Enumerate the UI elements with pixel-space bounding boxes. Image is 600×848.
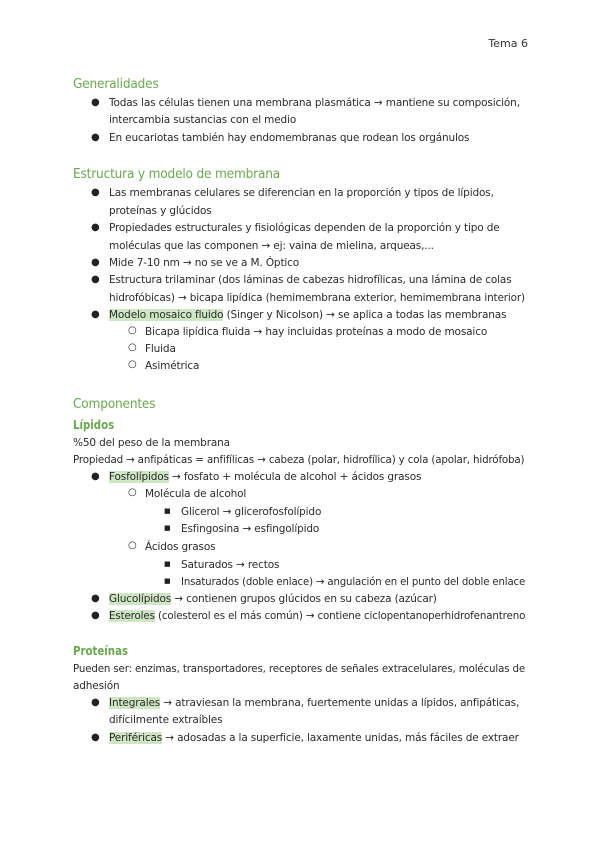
list-item: Mide 7-10 nm → no se ve a M. Óptico — [109, 257, 300, 269]
subheading-proteinas: Proteínas — [73, 644, 129, 658]
square-bullet-icon: ■ — [164, 507, 171, 515]
list-item: Todas las células tienen una membrana plasmática → mantiene su composición, — [109, 97, 520, 109]
bullet-icon: ● — [91, 732, 100, 743]
list-item-continuation: moléculas que las componen → ej: vaina de mielina, arqueas,... — [109, 240, 434, 252]
list-item: En eucariotas también hay endomembranas que rodean los orgánulos — [109, 132, 470, 144]
bullet-icon: ● — [91, 132, 100, 143]
list-item-continuation: hidrofóbicas) → bicapa lipídica (hemimembrana exterior, hemimembrana interior) — [109, 292, 525, 304]
list-item: Glucolípidos → contienen grupos glúcidos en su cabeza (azúcar) — [109, 593, 437, 605]
bullet-icon: ● — [91, 697, 100, 708]
heading-estructura: Estructura y modelo de membrana — [73, 166, 281, 182]
bullet-icon: ● — [91, 257, 100, 268]
sub-list-item: Molécula de alcohol — [145, 488, 247, 500]
bullet-icon: ● — [91, 593, 100, 604]
list-item: Esteroles (colesterol es el más común) → contiene ciclopentanoperhidrofenantreno — [109, 610, 526, 622]
list-item: Periféricas → adosadas a la superficie, laxamente unidas, más fáciles de extraer — [109, 732, 519, 744]
sub-sub-list-item: Saturados → rectos — [181, 559, 280, 571]
circle-bullet-icon: ○ — [128, 359, 137, 370]
sub-list-item: Bicapa lipídica fluida → hay incluidas proteínas a modo de mosaico — [145, 326, 488, 338]
list-item-continuation: proteínas y glúcidos — [109, 205, 212, 217]
sub-list-item: Ácidos grasos — [145, 541, 216, 553]
bullet-icon: ● — [91, 274, 100, 285]
circle-bullet-icon: ○ — [128, 487, 137, 498]
sub-sub-list-item: Insaturados (doble enlace) → angulación en el punto del doble enlace — [181, 576, 526, 588]
bullet-icon: ● — [91, 97, 100, 108]
sub-list-item: Asimétrica — [145, 360, 200, 372]
sub-sub-list-item: Glicerol → glicerofosfolípido — [181, 506, 322, 518]
highlight-term: Integrales — [109, 697, 161, 709]
list-item-continuation: intercambia sustancias con el medio — [109, 114, 297, 126]
sub-list-item: Fluida — [145, 343, 176, 355]
heading-componentes: Componentes — [73, 396, 156, 412]
highlight-term: Glucolípidos — [109, 593, 172, 605]
paragraph: Propiedad → anfipáticas = anfifílicas → cabeza (polar, hidrofílica) y cola (apolar, hidrófoba) — [73, 454, 525, 466]
bullet-icon: ● — [91, 222, 100, 233]
list-item: Integrales → atraviesan la membrana, fuertemente unidas a lípidos, anfipáticas, — [109, 697, 520, 709]
highlight-term: Modelo mosaico fluido — [109, 309, 224, 321]
list-item: Fosfolípidos → fosfato + molécula de alcohol + ácidos grasos — [109, 471, 422, 483]
list-item: Modelo mosaico fluido (Singer y Nicolson) → se aplica a todas las membranas — [109, 309, 507, 321]
square-bullet-icon: ■ — [164, 524, 171, 532]
square-bullet-icon: ■ — [164, 577, 171, 585]
paragraph: adhesión — [73, 680, 120, 692]
subheading-lipidos: Lípidos — [73, 418, 115, 432]
page-header-topic: Tema 6 — [488, 37, 528, 50]
sub-sub-list-item: Esfingosina → esfingolípido — [181, 523, 320, 535]
bullet-icon: ● — [91, 471, 100, 482]
circle-bullet-icon: ○ — [128, 342, 137, 353]
highlight-term: Fosfolípidos — [109, 471, 169, 483]
square-bullet-icon: ■ — [164, 560, 171, 568]
list-item: Las membranas celulares se diferencian en la proporción y tipos de lípidos, — [109, 187, 494, 199]
heading-generalidades: Generalidades — [73, 76, 159, 92]
bullet-icon: ● — [91, 610, 100, 621]
circle-bullet-icon: ○ — [128, 540, 137, 551]
highlight-term: Periféricas — [109, 732, 163, 744]
paragraph: Pueden ser: enzimas, transportadores, receptores de señales extracelulares, moléculas de — [73, 663, 526, 675]
circle-bullet-icon: ○ — [128, 325, 137, 336]
list-item: Estructura trilaminar (dos láminas de cabezas hidrofílicas, una lámina de colas — [109, 274, 512, 286]
list-item: Propiedades estructurales y fisiológicas dependen de la proporción y tipo de — [109, 222, 500, 234]
bullet-icon: ● — [91, 309, 100, 320]
list-item-continuation: difícilmente extraíbles — [109, 714, 223, 726]
highlight-term: Esteroles — [109, 610, 155, 622]
paragraph: %50 del peso de la membrana — [73, 437, 230, 449]
bullet-icon: ● — [91, 187, 100, 198]
